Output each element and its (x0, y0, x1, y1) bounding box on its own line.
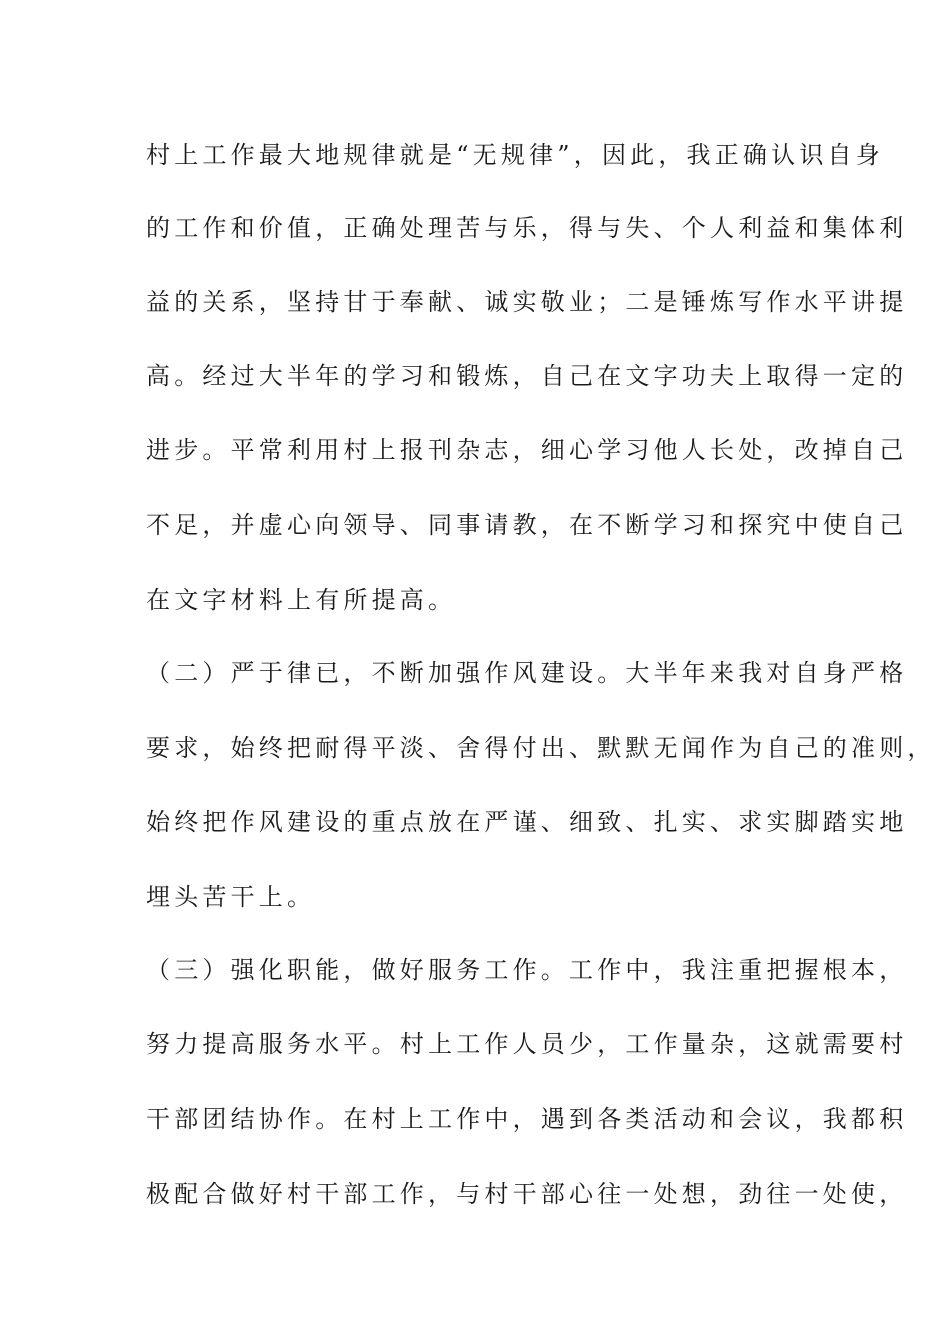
text-line: 益的关系，坚持甘于奉献、诚实敬业；二是锤炼写作水平讲提 (146, 288, 908, 316)
text-line: 在文字材料上有所提高。 (146, 586, 457, 614)
text-line: 要求，始终把耐得平淡、舍得付出、默默无闻作为自己的准则， (146, 734, 936, 762)
text-line: 始终把作风建设的重点放在严谨、细致、扎实、求实脚踏实地 (146, 808, 908, 836)
text-line: （二）严于律已，不断加强作风建设。大半年来我对自身严格 (146, 659, 908, 687)
text-line: 的工作和价值，正确处理苦与乐，得与失、个人利益和集体利 (146, 214, 908, 242)
text-line: 干部团结协作。在村上工作中，遇到各类活动和会议，我都积 (146, 1105, 908, 1133)
text-line: 极配合做好村干部工作，与村干部心往一处想，劲往一处使， (146, 1180, 908, 1208)
text-line: 高。经过大半年的学习和锻炼，自己在文字功夫上取得一定的 (146, 362, 908, 390)
text-line: 村上工作最大地规律就是“无规律”，因此，我正确认识自身 (146, 141, 884, 169)
text-line: （三）强化职能，做好服务工作。工作中，我注重把握根本， (146, 956, 908, 984)
text-line: 不足，并虚心向领导、同事请教，在不断学习和探究中使自己 (146, 511, 908, 539)
text-line: 进步。平常利用村上报刊杂志，细心学习他人长处，改掉自己 (146, 436, 908, 464)
text-line: 努力提高服务水平。村上工作人员少，工作量杂，这就需要村 (146, 1030, 908, 1058)
text-line: 埋头苦干上。 (146, 883, 316, 911)
